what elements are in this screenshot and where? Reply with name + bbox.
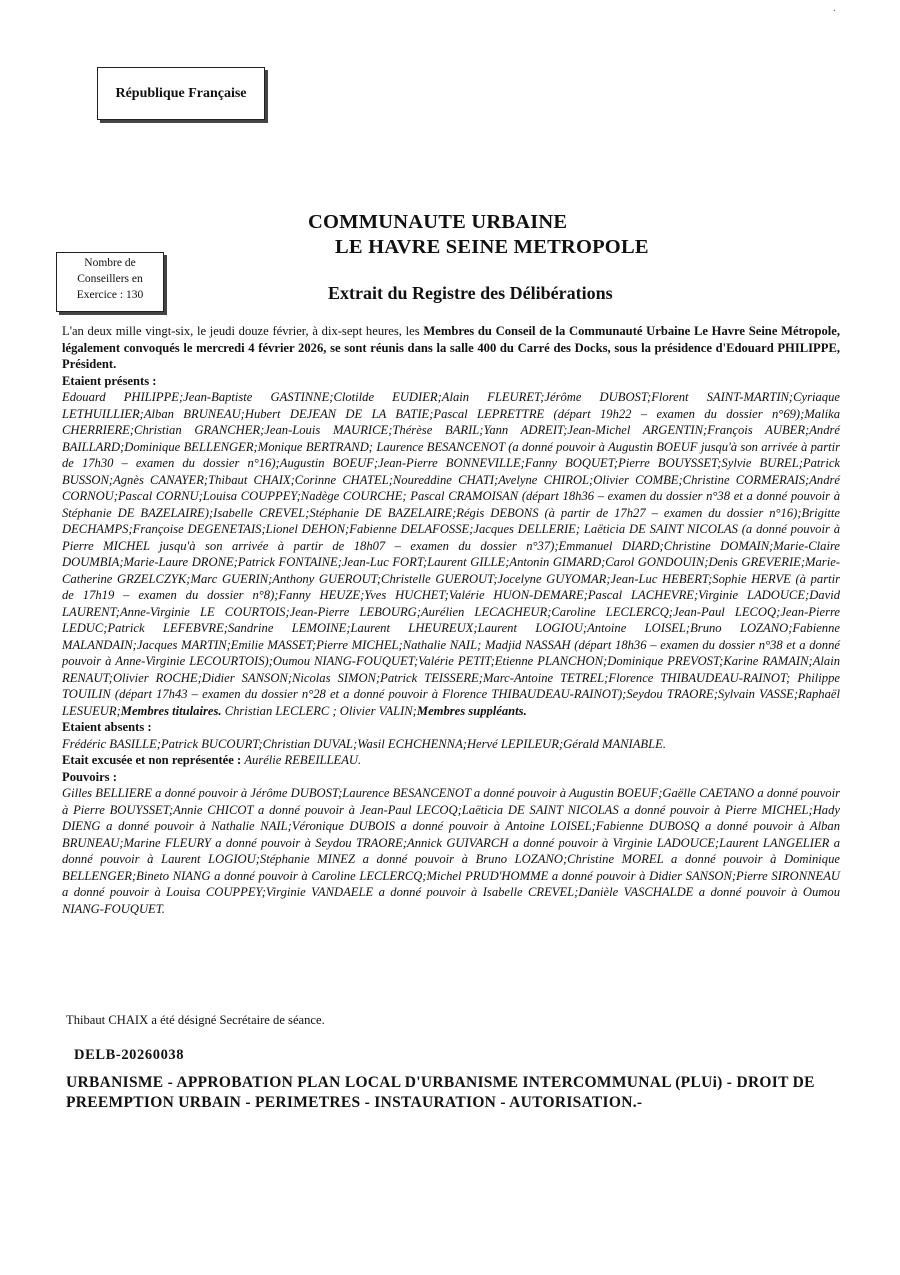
suppleants-list: Christian LECLERC ; Olivier VALIN;: [224, 703, 417, 718]
intro-lead: L'an deux mille vingt-six, le jeudi douze février, à dix-sept heures, les: [62, 324, 424, 338]
deliberation-object: URBANISME - APPROBATION PLAN LOCAL D'URBANISME INTERCOMMUNAL (PLUi) - DROIT DE PREEMPTION URBAIN - PERIMETRES - INSTAURATION - AUTORISATION.-: [66, 1074, 815, 1111]
excusee-label: Etait excusée et non représentée :: [62, 753, 245, 767]
subtitle-extrait: Extrait du Registre des Délibérations: [328, 283, 613, 303]
excusee-paragraph: [62, 752, 840, 769]
absents-label: Etaient absents :: [62, 720, 152, 734]
titulaires-label: Membres titulaires.: [120, 703, 222, 718]
suppleants-label: Membres suppléants.: [416, 703, 527, 718]
absents-list: Frédéric BASILLE;Patrick BUCOURT;Christian DUVAL;Wasil ECHCHENNA;Hervé LEPILEUR;Gérald MANIABLE.: [62, 736, 666, 751]
conseillers-line-3: Exercice : 130: [76, 289, 144, 301]
republique-label: République Française: [115, 85, 247, 101]
secretaire-line: Thibaut CHAIX a été désigné Secrétaire de séance.: [66, 1013, 325, 1027]
excusee-name: Aurélie REBEILLEAU.: [244, 753, 362, 767]
corner-mark: ·: [832, 6, 836, 17]
presents-list: Edouard PHILIPPE;Jean-Baptiste GASTINNE;Clotilde EUDIER;Alain FLEURET;Jérôme DUBOST;Florent SAINT-MARTIN;Cyriaque LETHUILLIER;Alban BRUNEAU;Hubert DEJEAN DE LA BATIE;Pascal LEPRETTRE (départ 19h22 – examen du dossier n°69);Malika CHERRIERE;Christian GRANCHER;Jean-Louis MAURICE;Thérèse BARIL;Yann ADREIT;Jean-Michel ARGENTIN;François AUBER;André BAILLARD;Dominique BELLENGER;Monique BERTRAND; Laurence BESANCENOT (a donné pouvoir à Augustin BOEUF jusqu'à son arrivée à partir de 17h30 – examen du dossier n°16);Augustin BOEUF;Jean-Pierre BONNEVILLE;Fanny BOQUET;Pierre BOUYSSET;Sylvie BUREL;Patrick BUSSON;Agnès CANAYER;Thibaut CHAIX;Corinne CHATEL;Noureddine CHATI;Avelyne CHIROL;Olivier COMBE;Christine CORMERAIS;André CORNOU;Pascal CORNU;Louisa COUPPEY;Nadège COURCHE; Pascal CRAMOISAN (départ 18h36 – examen du dossier n°38 et a donné pouvoir à Stéphanie DE BAZELAIRE);Isabelle CREVEL;Stéphanie DE BAZELAIRE;Régis DEBONS (à partir de 17h27 – examen du dossier n°16);Brigitte DECHAMPS;Françoise DEGENETAIS;Lionel DEHON;Fabienne DELAFOSSE;Jacques DELLERIE; Laëticia DE SAINT NICOLAS (a donné pouvoir à Pierre MICHEL jusqu'à son arrivée à partir de 18h07 – examen du dossier n°37);Emmanuel DIARD;Christine DOMAIN;Marie-Claire DOUMBIA;Marie-Laure DRONE;Patrick FONTAINE;Jean-Luc FORT;Laurent GILLE;Antonin GIMARD;Carol GONDOUIN;Denis GREVERIE;Marie-Catherine GRZELCZYK;Marc GUERIN;Anthony GUEROUT;Christelle GUEROUT;Jocelyne GUYOMAR;Jean-Luc HEBERT;Sophie HERVE (à partir de 17h19 – examen du dossier n°8);Fanny HEUZE;Yves HUCHET;Valérie HUON-DEMARE;Pascal LACHEVRE;Virginie LADOUCE;David LAURENT;Anne-Virginie LE COURTOIS;Jean-Pierre LEBOURG;Aurélien LECACHEUR;Caroline LECLERCQ;Jean-Paul LECOQ;Jean-Pierre LEDUC;Patrick LEFEBVRE;Sandrine LEMOINE;Laurent LHEUREUX;Laurent LOGIOU;Antoine LOISEL;Bruno LOZANO;Fabienne MALANDAIN;Jacques MARTIN;Emilie MASSET;Pierre MICHEL;Nathalie NAIL; Madjid NASSAH (départ 18h36 – examen du dossier n°38 et a donné pouvoir à Anne-Virginie LECOURTOIS);Oumou NIANG-FOUQUET;Valérie PETIT;Etienne PLANCHON;Dominique PREVOST;Karine RAMAIN;Alain RENAUT;Olivier ROCHE;Didier SANSON;Nicolas SIMON;Patrick TEISSERE;Marc-Antoine TETREL;Florence THIBAUDEAU-RAINOT; Philippe TOUILIN (départ 17h43 – examen du dossier n°28 et a donné pouvoir à Florence THIBAUDEAU-RAINOT);Seydou TRAORE;Sylvain VASSE;Raphaël LESUEUR;: [62, 390, 840, 718]
deliberation-reference: DELB-20260038: [74, 1047, 185, 1063]
presents-label: Etaient présents :: [62, 373, 157, 388]
pouvoirs-list: Gilles BELLIERE a donné pouvoir à Jérôme DUBOST;Laurence BESANCENOT a donné pouvoir à Augustin BOEUF;Gaëlle CAETANO a donné pouvoir à Pierre BOUYSSET;Annie CHICOT a donné pouvoir à Jean-Paul LECOQ;Laëticia DE SAINT NICOLAS a donné pouvoir à Pierre MICHEL;Hady DIENG a donné pouvoir à Nathalie NAIL;Véronique DUBOIS a donné pouvoir à Antoine LOISEL;Fabienne DUBOSQ a donné pouvoir à Alban BRUNEAU;Marine FLEURY a donné pouvoir à Seydou TRAORE;Annick GUIVARCH a donné pouvoir à Virginie LADOUCE;Laurent LANGELIER a donné pouvoir à Laurent LOGIOU;Stéphanie MINEZ a donné pouvoir à Bruno LOZANO;Christine MOREL a donné pouvoir à Dominique BELLENGER;Bineto NIANG a donné pouvoir à Caroline LECLERCQ;Michel PRUD'HOMME a donné pouvoir à Didier SANSON;Pierre SIRONNEAU a donné pouvoir à Louisa COUPPEY;Virginie VANDAELE a donné pouvoir à Isabelle CREVEL;Danièle VASCHALDE a donné pouvoir à Oumou NIANG-FOUQUET.: [62, 786, 840, 916]
title-communaute: COMMUNAUTE URBAINE: [308, 211, 568, 233]
pouvoirs-label: Pouvoirs :: [62, 769, 117, 784]
intro-bold: Membres du Conseil de la Communauté Urbaine Le Havre Seine Métropole, légalement convoqués le mercredi 4 février 2026, se sont réunis dans la salle 400 du Carré des Docks, sous la présidence d'Edouard PHILIPPE, Président.: [62, 324, 840, 371]
conseillers-line-2: Conseillers en: [77, 273, 143, 285]
title-havre-seine: LE HAVRE SEINE METROPOLE: [335, 236, 649, 258]
presents-paragraph: [62, 389, 840, 719]
conseillers-box: [56, 252, 164, 312]
deliberation-body: [62, 323, 840, 917]
conseillers-line-1: Nombre de: [84, 257, 136, 269]
intro-paragraph: [62, 323, 840, 373]
republique-francaise-box: [97, 67, 265, 120]
